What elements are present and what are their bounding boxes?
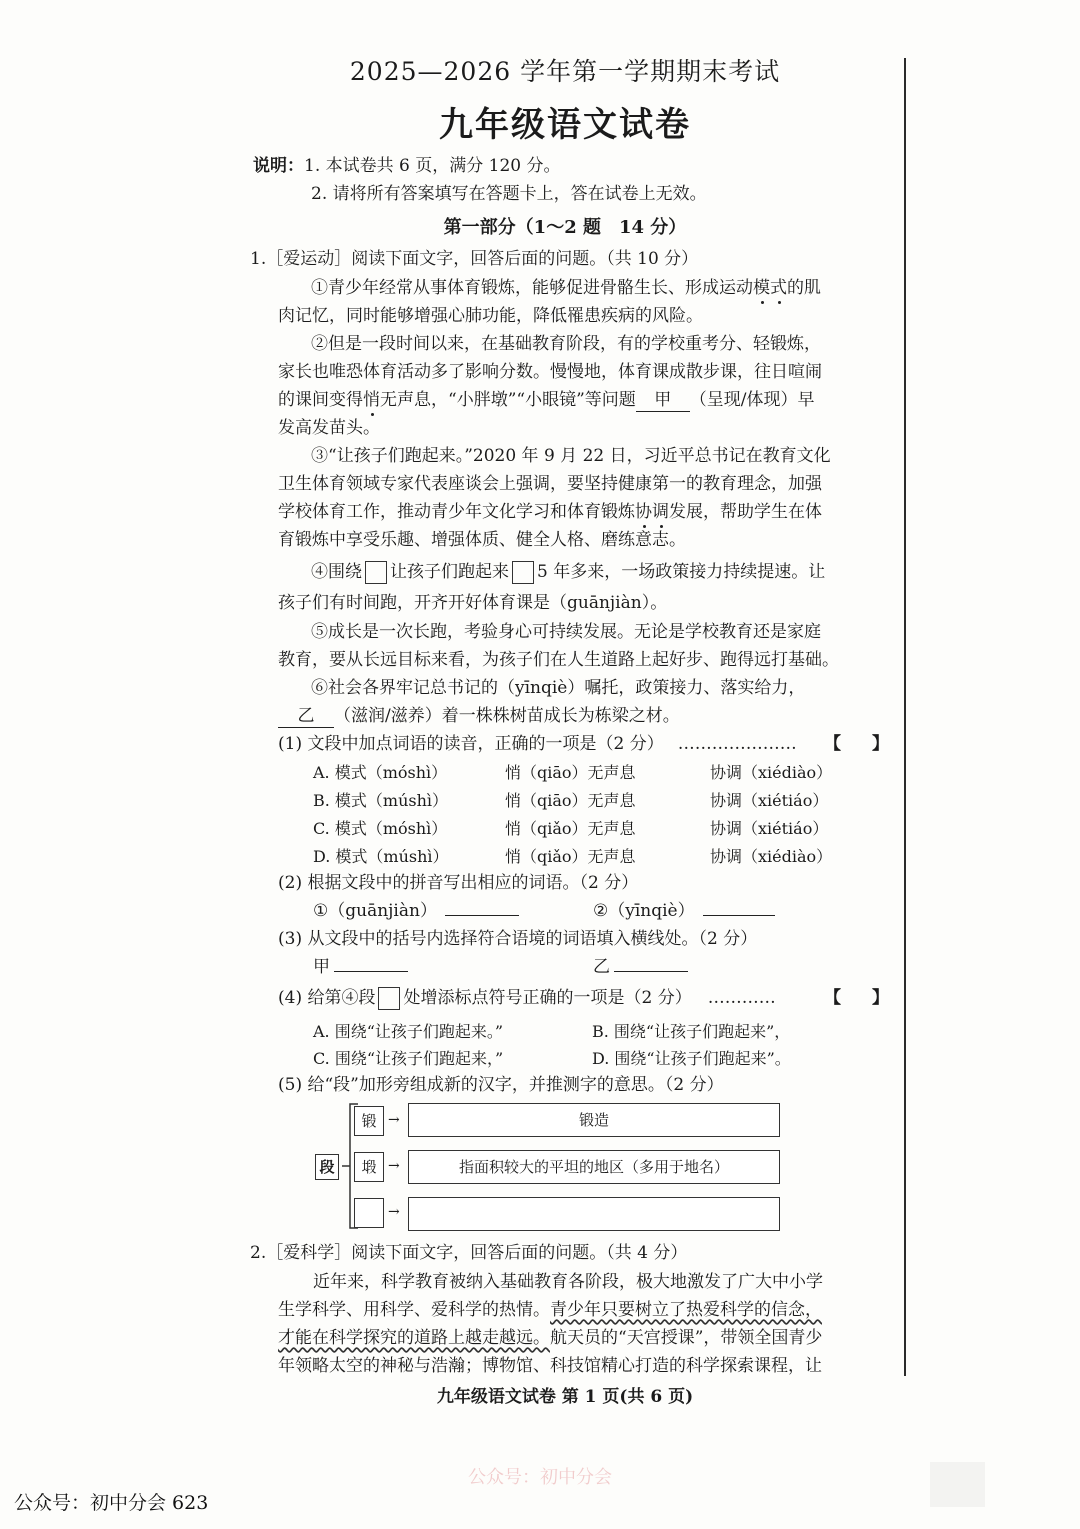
q1-p1-line1: ①青少年经常从事体育锻炼，能够促进骨骼生长、形成运动模式的肌 bbox=[311, 278, 821, 298]
watermark: 公众号：初中分会 bbox=[468, 1467, 612, 1488]
derived-char-2: 塅 bbox=[354, 1152, 384, 1182]
q1-p3-line2: 卫生体育领域专家代表座谈会上强调，要坚持健康第一的教育理念，加强 bbox=[278, 474, 822, 494]
root-char-box: 段 bbox=[315, 1154, 339, 1180]
q1-s4-bracket-left: 【 bbox=[824, 988, 841, 1008]
q1-p6-line2: 乙 （滋润/滋养）着一株株树苗成长为栋梁之材。 bbox=[278, 705, 680, 728]
q2-line4: 年领略太空的神秘与浩瀚；博物馆、科技馆精心打造的科学探索课程，让 bbox=[278, 1356, 822, 1376]
meaning-3-input[interactable] bbox=[408, 1197, 780, 1231]
q1-s1-stem: (1) 文段中加点词语的读音，正确的一项是（2 分） ………………… bbox=[278, 734, 797, 754]
q2-line1: 近年来，科学教育被纳入基础教育各阶段，极大地激发了广大中小学 bbox=[313, 1272, 823, 1292]
q1-s3-stem: (3) 从文段中的括号内选择符合语境的词语填入横线处。（2 分） bbox=[278, 929, 758, 949]
arrow-3: → bbox=[388, 1204, 400, 1220]
exam-period-title: 2025—2026 学年第一学期期末考试 bbox=[349, 57, 781, 86]
q1-p3-line4: 育锻炼中享受乐趣、增强体质、健全人格、磨练意志。 bbox=[278, 530, 686, 550]
q1-s2-item1: ①（guānjiàn） bbox=[313, 900, 519, 922]
q1-s4-optB[interactable]: B. 围绕“让孩子们跑起来”， bbox=[592, 1022, 791, 1041]
q1-s1-optB-a[interactable]: B. 模式（múshì） bbox=[313, 791, 449, 810]
q1-s3-item2: 乙 bbox=[593, 956, 688, 978]
q1-stem: 1.［爱运动］阅读下面文字，回答后面的问题。（共 10 分） bbox=[250, 249, 699, 269]
page-footer: 九年级语文试卷 第 1 页(共 6 页) bbox=[436, 1387, 694, 1407]
derived-char-1: 锻 bbox=[354, 1106, 384, 1136]
q1-s4-stem: (4) 给第④段 处增添标点符号正确的一项是（2 分） ………… bbox=[278, 988, 776, 1008]
q1-s1-bracket-left: 【 bbox=[824, 734, 841, 754]
q1-p5-line1: ⑤成长是一次长跑，考验身心可持续发展。无论是学校教育还是家庭 bbox=[311, 622, 821, 642]
q2-line2: 生学科学、用科学、爱科学的热情。青少年只要树立了热爱科学的信念， bbox=[278, 1300, 822, 1320]
q1-p2-line1: ②但是一段时间以来，在基础教育阶段，有的学校重考分、轻锻炼， bbox=[311, 334, 821, 354]
q1-s1-optC-a[interactable]: C. 模式（móshì） bbox=[313, 819, 448, 838]
blank-yi: 乙 bbox=[278, 705, 334, 728]
q1-p2-line3: 的课间变得悄无声息，“小胖墩”“小眼镜”等问题 甲 （呈现/体现）早 bbox=[278, 390, 815, 410]
meaning-2: 指面积较大的平坦的地区（多用于地名） bbox=[408, 1150, 780, 1184]
q1-s1-optA-b: 悄（qiāo）无声息 bbox=[505, 763, 636, 782]
q1-s1-optA-a[interactable]: A. 模式（móshì） bbox=[313, 763, 448, 782]
q1-s2-item2: ②（yīnqiè） bbox=[593, 900, 775, 922]
arrow-2: → bbox=[388, 1158, 400, 1174]
q1-s4-optC[interactable]: C. 围绕“让孩子们跑起来，” bbox=[313, 1049, 504, 1068]
derived-char-3-input[interactable] bbox=[354, 1198, 384, 1228]
q1-s1-optC-c: 协调（xiétiáo） bbox=[710, 819, 829, 838]
q1-s3-item1: 甲 bbox=[313, 956, 408, 978]
q1-s4-optA[interactable]: A. 围绕“让孩子们跑起来。” bbox=[313, 1022, 504, 1041]
q1-p3-line3: 学校体育工作，推动青少年文化学习和体育锻炼协调发展，帮助学生在体 bbox=[278, 502, 822, 522]
part-one-heading: 第一部分（1～2 题 14 分） bbox=[443, 217, 687, 238]
q2-line3: 才能在科学探究的道路上越走越远。航天员的“天宫授课”，带领全国青少 bbox=[278, 1328, 823, 1348]
q1-p3-line1: ③“让孩子们跑起来。”2020 年 9 月 22 日，习近平总书记在教育文化 bbox=[311, 446, 831, 466]
q1-s5-stem: (5) 给“段”加形旁组成新的汉字，并推测字的意思。（2 分） bbox=[278, 1075, 724, 1095]
q1-s4-optD[interactable]: D. 围绕“让孩子们跑起来”。 bbox=[592, 1049, 791, 1068]
arrow-1: → bbox=[388, 1112, 400, 1128]
q1-p1-line2: 肉记忆，同时能够增强心肺功能，降低罹患疾病的风险。 bbox=[278, 306, 703, 326]
q1-s1-optD-c: 协调（xiédiào） bbox=[710, 847, 833, 866]
note-1: 说明：1. 本试卷共 6 页，满分 120 分。 bbox=[253, 156, 561, 176]
q1-s1-optD-b: 悄（qiǎo）无声息 bbox=[505, 847, 636, 866]
q1-p2-line2: 家长也唯恐体育活动多了影响分数。慢慢地，体育课成散步课，往日喧闹 bbox=[278, 362, 822, 382]
q1-s1-bracket-right: 】 bbox=[872, 734, 889, 754]
q1-s1-optA-c: 协调（xiédiào） bbox=[710, 763, 833, 782]
q1-s4-bracket-right: 】 bbox=[872, 988, 889, 1008]
q1-p4-line2: 孩子们有时间跑，开齐开好体育课是（guānjiàn）。 bbox=[278, 593, 668, 613]
q1-p5-line2: 教育，要从长远目标来看，为孩子们在人生道路上起好步、跑得远打基础。 bbox=[278, 650, 839, 670]
q1-s1-optB-b: 悄（qiāo）无声息 bbox=[505, 791, 636, 810]
q2-stem: 2.［爱科学］阅读下面文字，回答后面的问题。（共 4 分） bbox=[250, 1243, 688, 1263]
exam-subject-title: 九年级语文试卷 bbox=[439, 105, 691, 145]
faded-mark bbox=[930, 1462, 985, 1507]
blank-jia: 甲 bbox=[636, 389, 690, 412]
q1-p6-line1: ⑥社会各界牢记总书记的（yīnqiè）嘱托，政策接力、落实给力， bbox=[311, 678, 806, 698]
corner-label: 公众号：初中分会 623 bbox=[14, 1492, 209, 1514]
q1-p2-line4: 发高发苗头。 bbox=[278, 418, 380, 438]
note-2: 2. 请将所有答案填写在答题卡上，答在试卷上无效。 bbox=[311, 184, 707, 204]
q1-s1-optB-c: 协调（xiétiáo） bbox=[710, 791, 829, 810]
q1-s1-optC-b: 悄（qiǎo）无声息 bbox=[505, 819, 636, 838]
q1-s2-stem: (2) 根据文段中的拼音写出相应的词语。（2 分） bbox=[278, 873, 639, 893]
meaning-1: 锻造 bbox=[408, 1103, 780, 1137]
q1-p4-line1: ④围绕 让孩子们跑起来 5 年多来，一场政策接力持续提速。让 bbox=[311, 562, 826, 582]
q1-s1-optD-a[interactable]: D. 模式（múshì） bbox=[313, 847, 449, 866]
